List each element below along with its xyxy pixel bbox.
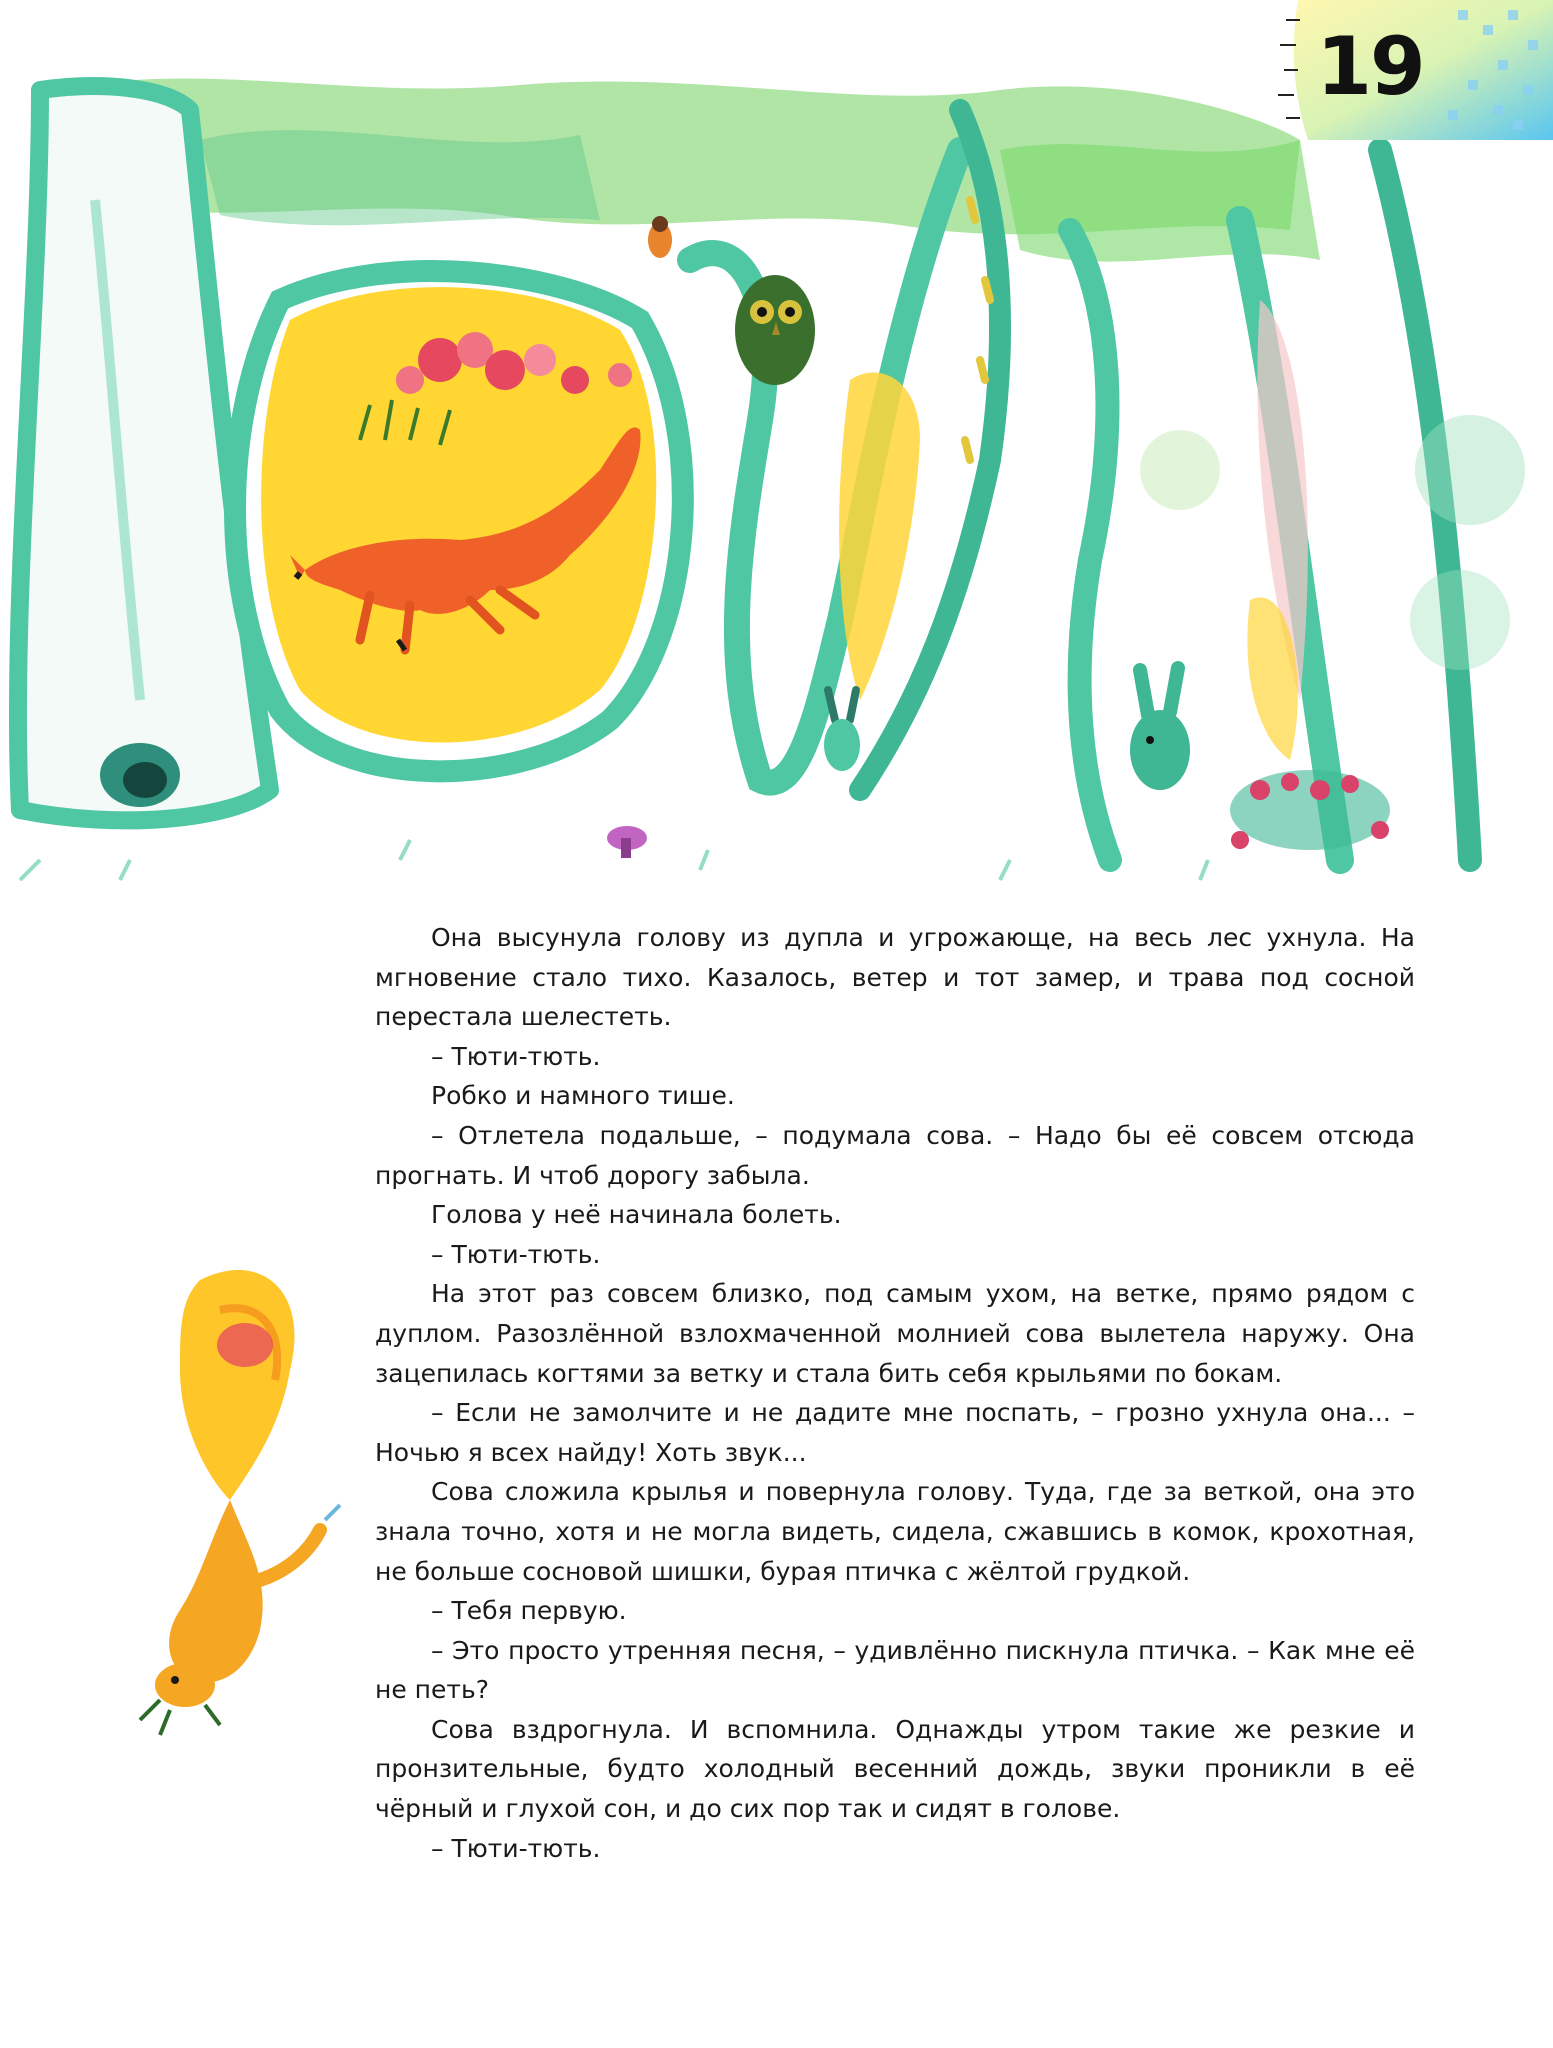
- paragraph: – Тюти-тють.: [431, 1041, 601, 1071]
- mushroom: [607, 826, 647, 858]
- paragraph: – Отлетела подальше, – подумала сова. – Надо бы её совсем отсюда прогнать. И чтоб дорогу забыла.: [375, 1120, 1415, 1190]
- canopy-wash: [200, 130, 600, 225]
- story-text: [375, 918, 1415, 1868]
- paragraph: Робко и намного тише.: [431, 1081, 735, 1111]
- hare-small: [824, 690, 860, 771]
- background-bush: [1140, 430, 1220, 510]
- paragraph: Сова вздрогнула. И вспомнила. Однажды утром такие же резкие и пронзительные, будто холодный весенний дождь, звуки проникли в её чёрный и глухой сон, и до сих пор так и сидят в голове.: [375, 1714, 1415, 1824]
- canopy-wash: [1000, 140, 1320, 262]
- paragraph: На этот раз совсем близко, под самым ухом, на ветке, прямо рядом с дуплом. Разозлённой взлохмаченной молнией сова вылетела наружу. Она зацепилась когтями за ветку и стала бить себя крыльями по бокам.: [375, 1279, 1415, 1388]
- paragraph: Она высунула голову из дупла и угрожающе, на весь лес ухнула. На мгновение стало тихо. Казалось, ветер и тот замер, и трава под сосной перестала шелестеть.: [375, 923, 1415, 1032]
- right-tree: [1070, 230, 1110, 860]
- background-bush: [1415, 415, 1525, 525]
- paragraph: Сова сложила крылья и повернула голову. Туда, где за веткой, она это знала точно, хотя и не могла видеть, сидела, сжавшись в комок, крохотная, не больше сосновой шишки, бурая птичка с жёлтой грудкой.: [375, 1477, 1415, 1586]
- background-bush: [1410, 570, 1510, 670]
- paragraph: – Тюти-тють.: [431, 1833, 601, 1863]
- page-number: 19: [1316, 20, 1424, 113]
- tree-hollow-inner: [123, 762, 167, 798]
- yellow-strip: [839, 373, 920, 701]
- paragraph: – Тебя первую.: [431, 1596, 627, 1626]
- owl: [735, 275, 815, 385]
- paragraph: – Это просто утренняя песня, – удивлённо пискнула птичка. – Как мне её не петь?: [375, 1635, 1415, 1705]
- paragraph: Голова у неё начинала болеть.: [431, 1200, 842, 1230]
- paragraph: – Тюти-тють.: [431, 1239, 601, 1269]
- paragraph: – Если не замолчите и не дадите мне поспать, – грозно ухнула она... – Ночью я всех найду! Хоть звук...: [375, 1398, 1415, 1467]
- flower-bush-right: [1230, 770, 1390, 850]
- squirrel-illustration: [110, 1250, 360, 1770]
- hare: [1130, 668, 1190, 790]
